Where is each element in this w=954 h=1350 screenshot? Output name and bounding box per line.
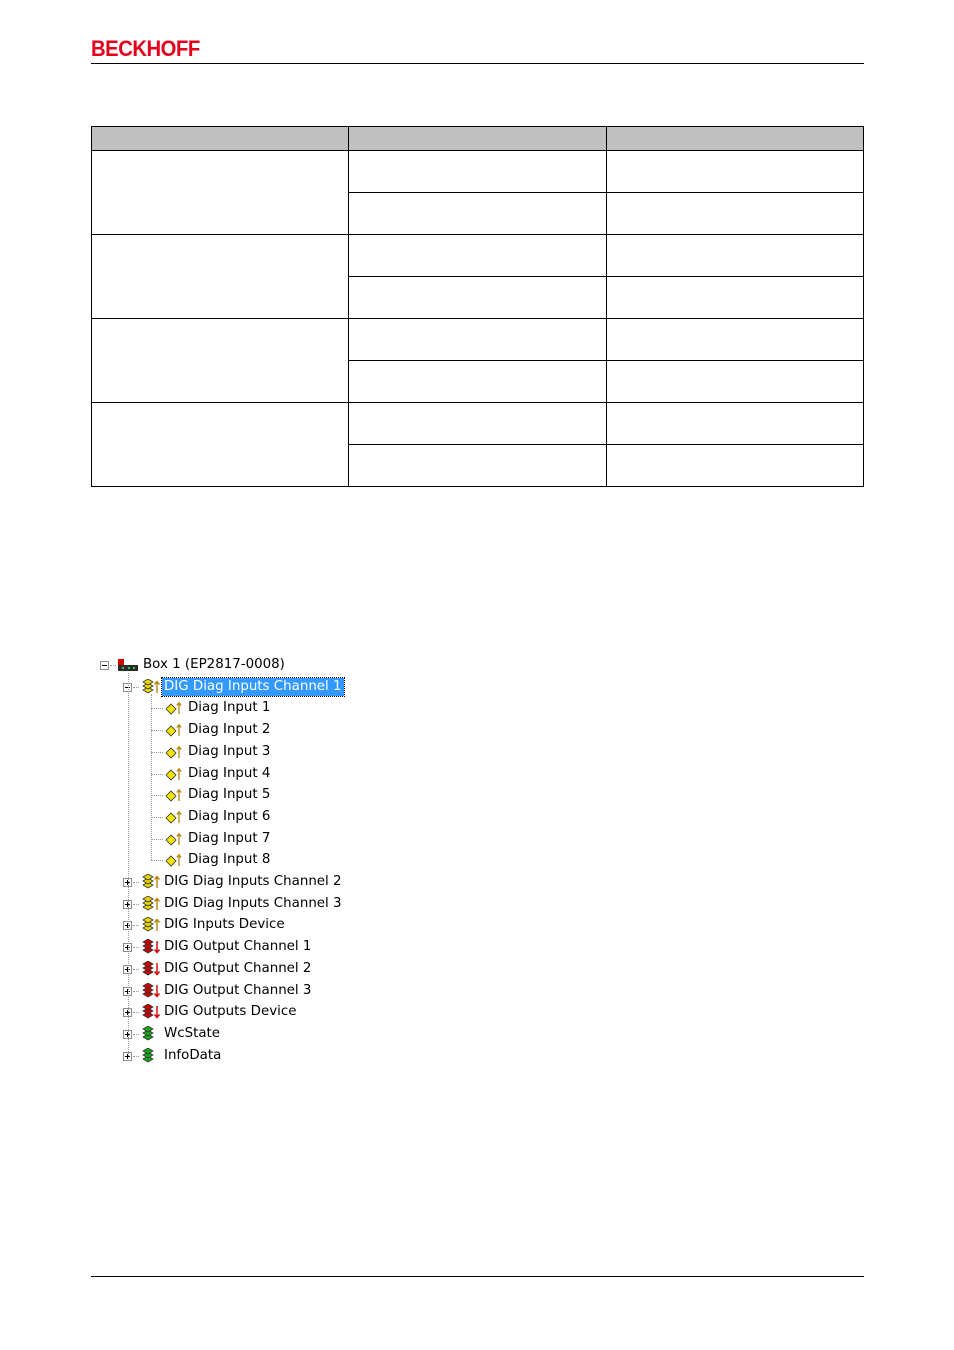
input-variable-icon	[165, 788, 183, 806]
input-variable-icon	[165, 745, 183, 763]
tree-connector	[151, 730, 163, 731]
tree-node-label: InfoData	[164, 1047, 222, 1063]
tree-node-label: DIG Output Channel 3	[164, 982, 312, 998]
tree-node-label: WcState	[164, 1025, 221, 1041]
tree-node-label: Box 1 (EP2817-0008)	[143, 657, 285, 672]
tree-node-label: DIG Diag Inputs Channel 2	[164, 874, 342, 889]
table-header-cell	[606, 127, 863, 151]
input-variable-icon	[165, 723, 183, 741]
table-header-cell	[349, 127, 606, 151]
input-stack-icon	[142, 874, 162, 894]
table-cell	[349, 193, 606, 235]
collapse-toggle[interactable]	[100, 661, 109, 670]
tree-connector	[133, 1034, 139, 1035]
tree-connector	[128, 673, 129, 1056]
table-row	[92, 403, 864, 445]
parameter-table	[91, 126, 864, 487]
tree-node-label: Diag Input 8	[188, 852, 271, 868]
table-row	[92, 235, 864, 277]
input-variable-icon	[165, 701, 183, 719]
tree-connector	[151, 752, 163, 753]
tree-node-label: DIG Output Channel 1	[164, 939, 312, 955]
output-stack-icon	[142, 1004, 162, 1024]
input-stack-icon	[142, 896, 162, 916]
table-cell-group	[92, 319, 349, 403]
beckhoff-logo: BECKHOFF	[91, 36, 200, 61]
tree-connector	[151, 817, 163, 818]
tree-node-label: Diag Input 2	[188, 722, 271, 738]
tree-connector	[133, 969, 139, 970]
tree-connector	[133, 991, 139, 992]
status-stack-icon	[142, 1026, 162, 1046]
tree-connector	[133, 687, 139, 688]
input-stack-icon	[142, 679, 162, 699]
table-cell	[349, 361, 606, 403]
tree-connector	[110, 665, 116, 666]
tree-connector	[133, 925, 139, 926]
table-cell	[606, 193, 863, 235]
tree-node-label: DIG Outputs Device	[164, 1004, 297, 1020]
tree-connector	[133, 1056, 139, 1057]
tree-node-label: DIG Diag Inputs Channel 1	[164, 678, 342, 694]
tree-connector	[151, 795, 163, 796]
table-cell	[349, 319, 606, 361]
tree-node-label: Diag Input 6	[188, 808, 271, 824]
tree-connector	[133, 1012, 139, 1013]
table-cell	[606, 151, 863, 193]
tree-connector	[133, 947, 139, 948]
input-variable-icon	[165, 810, 183, 828]
tree-node-label: Diag Input 1	[188, 700, 271, 716]
table-row	[92, 319, 864, 361]
table-cell	[606, 235, 863, 277]
table-cell	[349, 403, 606, 445]
tree-connector	[151, 694, 152, 860]
tree-connector	[151, 774, 163, 775]
tree-node-label: Diag Input 3	[188, 743, 271, 759]
table-cell	[606, 277, 863, 319]
tree-node-label: DIG Diag Inputs Channel 3	[164, 895, 342, 911]
input-stack-icon	[142, 917, 162, 937]
tree-connector	[151, 708, 163, 709]
table-header-row	[92, 127, 864, 151]
tree-node-label: DIG Inputs Device	[164, 917, 285, 933]
table-cell	[606, 319, 863, 361]
table-cell	[349, 151, 606, 193]
table-cell	[349, 445, 606, 487]
table-cell	[606, 361, 863, 403]
table-cell-group	[92, 235, 349, 319]
tree-connector	[133, 882, 139, 883]
table-cell	[349, 235, 606, 277]
output-stack-icon	[142, 939, 162, 959]
table-header-cell	[92, 127, 349, 151]
table-cell-group	[92, 151, 349, 235]
output-stack-icon	[142, 983, 162, 1003]
table-cell	[349, 277, 606, 319]
input-variable-icon	[165, 767, 183, 785]
header-rule	[91, 63, 864, 64]
tree-node-label: Diag Input 4	[188, 765, 271, 781]
table-cell	[606, 403, 863, 445]
output-stack-icon	[142, 961, 162, 981]
input-variable-icon	[165, 832, 183, 850]
input-variable-icon	[165, 853, 183, 871]
table-cell-group	[92, 403, 349, 487]
tree-connector	[151, 860, 163, 861]
footer-rule	[91, 1276, 864, 1277]
tree-connector	[151, 839, 163, 840]
tree-node-label: Diag Input 7	[188, 830, 271, 846]
table-cell	[606, 445, 863, 487]
tree-node-label: Diag Input 5	[188, 787, 271, 803]
status-stack-icon	[142, 1048, 162, 1068]
tree-connector	[133, 904, 139, 905]
tree-node-label: DIG Output Channel 2	[164, 960, 312, 976]
table-row	[92, 151, 864, 193]
